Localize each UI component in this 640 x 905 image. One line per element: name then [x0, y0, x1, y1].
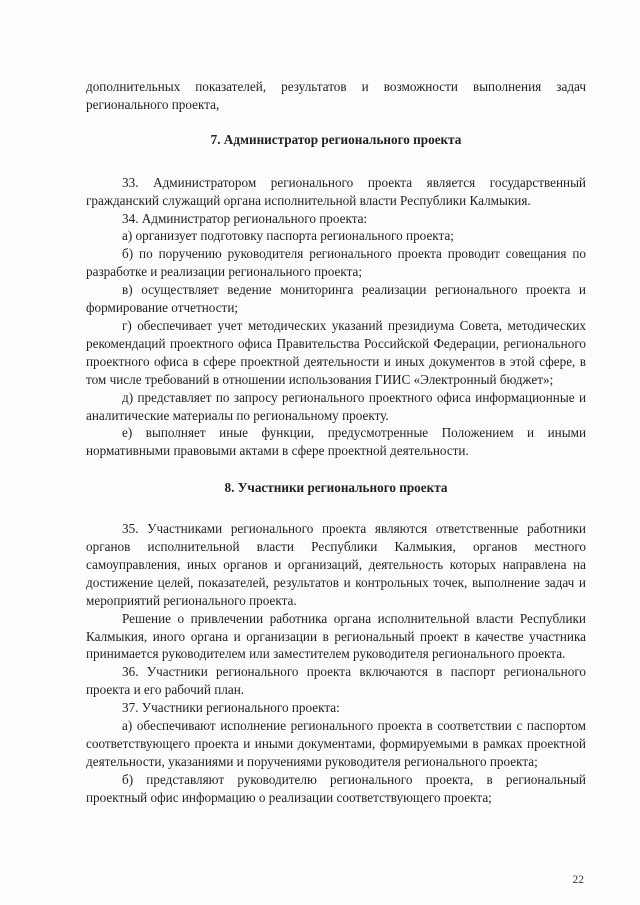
paragraph-35-decision: Решение о привлечении работника органа исполнительной власти Республики Калмыкия, иного органа и организации в региональный проект в качестве участника принимается руководителем или заместителем руководителя регионального проекта.: [86, 610, 586, 662]
paragraph-37: 37. Участники регионального проекта:: [122, 700, 340, 716]
paragraph-36: 36. Участники регионального проекта включаются в паспорт регионального проекта и его рабочий план.: [86, 664, 586, 698]
paragraph-34-v: в) осуществляет ведение мониторинга реализации регионального проекта и формирование отчетности;: [86, 282, 586, 316]
section-7-heading: 7. Администратор регионального проекта: [210, 131, 462, 147]
paragraph-34-d: д) представляет по запросу регионального проектного офиса информационные и аналитические материалы по региональному проекту.: [86, 389, 586, 423]
paragraph-33: 33. Администратором регионального проекта является государственный гражданский служащий органа исполнительной власти Республики Калмыкия.: [86, 174, 586, 208]
paragraph-37-b: б) представляют руководителю регионального проекта, в региональный проектный офис информацию о реализации соответствующего проекта;: [86, 771, 586, 805]
document-body: [86, 78, 586, 807]
paragraph-35: 35. Участниками регионального проекта являются ответственные работники органов исполнительной власти Республики Калмыкия, органов местного самоуправления, иных органов и организаций, деятельность которых направлена на достижение целей, показателей, результатов и контрольных точек, выполнение задач и мероприятий регионального проекта.: [86, 521, 586, 608]
paragraph-34: 34. Администратор регионального проекта:: [122, 210, 368, 226]
paragraph-37-a: а) обеспечивают исполнение регионального проекта в соответствии с паспортом соответствующего проекта и иными документами, формируемыми в рамках проектной деятельности, указаниями и поручениями руководителя регионального проекта;: [86, 718, 586, 769]
paragraph-34-e: е) выполняет иные функции, предусмотренные Положением и иными нормативными правовыми актами в сфере проектной деятельности.: [86, 425, 586, 459]
page-number: 22: [572, 874, 584, 886]
paragraph-34-g: г) обеспечивает учет методических указаний президиума Совета, методических рекомендаций проектного офиса Правительства Российской Федерации, регионального проектного офиса в сфере проектной деятельности и иных документов в этой сфере, в том числе требований в отношении использования ГИИС «Электронный бюджет»;: [86, 317, 586, 387]
paragraph-34-a: а) организует подготовку паспорта регионального проекта;: [122, 228, 454, 244]
paragraph-34-b: б) по поручению руководителя регионального проекта проводит совещания по разработке и реализации регионального проекта;: [86, 246, 586, 280]
section-8-heading: 8. Участники регионального проекта: [224, 480, 448, 496]
intro-paragraph: дополнительных показателей, результатов и возможности выполнения задач регионального проекта,: [86, 79, 586, 112]
